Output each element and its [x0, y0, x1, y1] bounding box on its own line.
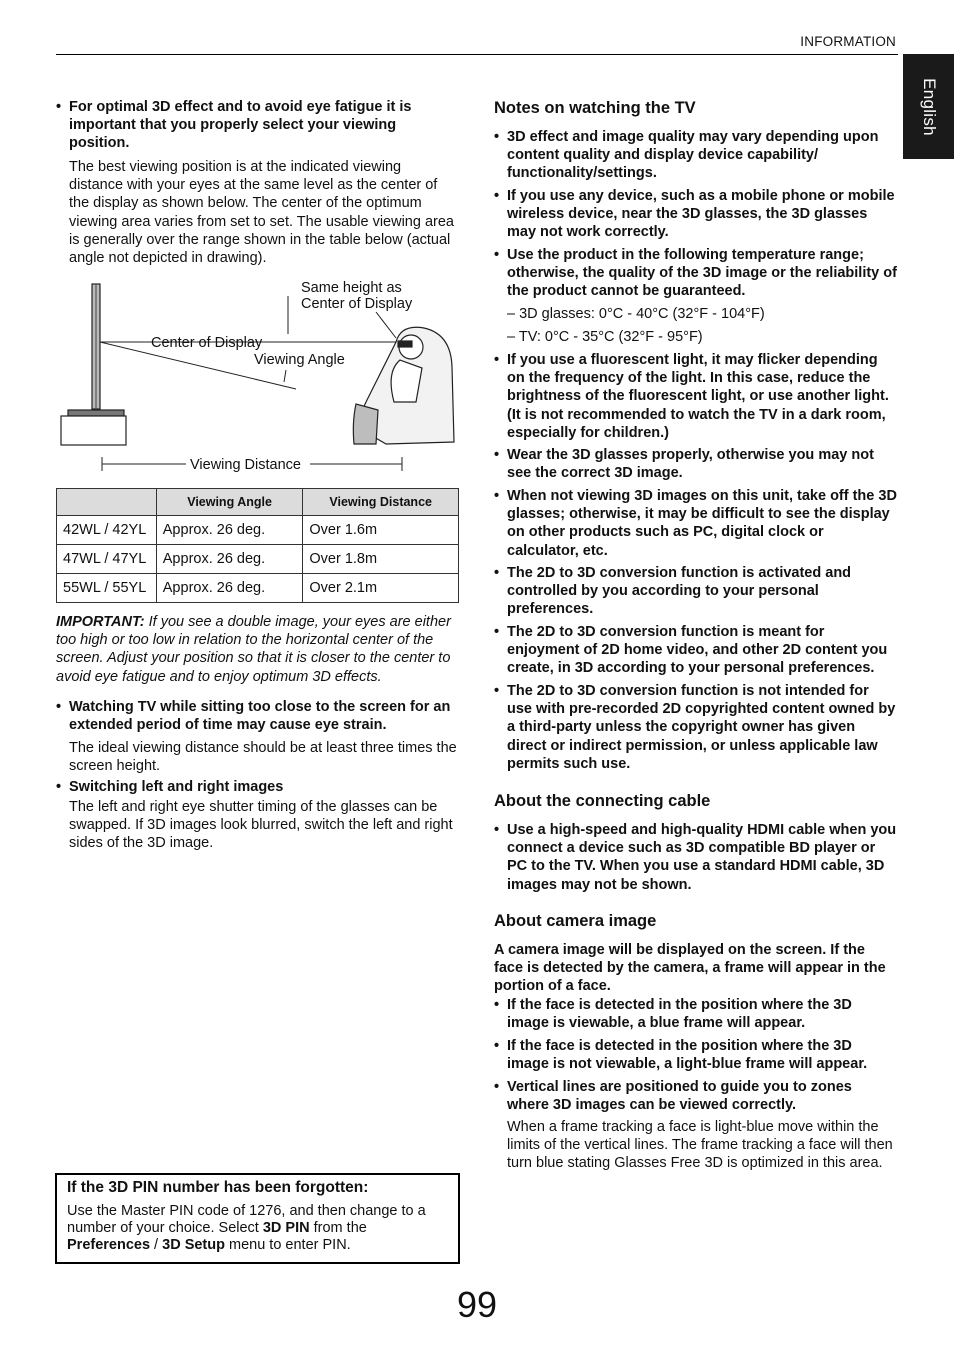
note-item: • Wear the 3D glasses properly, otherwise you may not see the correct 3D image.: [507, 446, 897, 482]
table-row: [57, 574, 459, 603]
same-height-line1: Same height as: [301, 280, 402, 296]
note-item: • When not viewing 3D images on this unit, take off the 3D glasses; otherwise, it may be difficult to see the display on other products such as PC, digital clock or calculator, etc.: [507, 487, 897, 560]
viewing-position-bullet: • For optimal 3D effect and to avoid eye fatigue it is important that you properly select your viewing position.: [69, 98, 454, 153]
tv-icon: [61, 284, 126, 445]
eye-strain-bullet: • Watching TV while sitting too close to the screen for an extended period of time may cause eye strain.: [69, 698, 459, 734]
viewing-table: [56, 488, 459, 603]
page-number: 99: [456, 1284, 498, 1325]
viewing-diagram: [56, 272, 461, 482]
pin-box: [55, 1173, 460, 1264]
table-cell: Over 1.6m: [303, 516, 459, 545]
pin-menu-preferences: Preferences: [67, 1237, 151, 1253]
viewing-distance-label: Viewing Distance: [190, 457, 301, 473]
switching-images-body: The left and right eye shutter timing of the glasses can be swapped. If 3D images look blurred, switch the left and right sides of the 3D image.: [69, 799, 453, 852]
cable-note: • Use a high-speed and high-quality HDMI cable when you connect a device such as 3D compatible BD player or PC to the TV. When you use a standard HDMI cable, 3D images may not be shown.: [507, 821, 897, 894]
note-item: • The 2D to 3D conversion function is meant for enjoyment of 2D home video, and other 2D content you create, in 3D according to your personal preferences.: [507, 623, 897, 678]
important-text: If you see a double image, your eyes are either too high or too low in relation to the horizontal center of the screen. Adjust your position so that it is closer to the center to avoid eye fatigue and to enjoy optimum 3D effects.: [56, 614, 451, 685]
viewer-in-chair-icon: [353, 327, 454, 444]
temp-tv: – TV: 0°C - 35°C (32°F - 95°F): [507, 329, 703, 345]
notes-heading: Notes on watching the TV: [494, 99, 696, 117]
table-header-row: [57, 489, 459, 516]
pin-box-text: [67, 1203, 452, 1254]
pin-menu-3d-setup: 3D Setup: [162, 1237, 225, 1253]
same-height-pointer: [376, 312, 396, 338]
table-cell: 42WL / 42YL: [57, 516, 157, 545]
table-row: [57, 516, 459, 545]
table-header-cell: Viewing Distance: [303, 489, 459, 516]
note-item: • If you use any device, such as a mobile phone or mobile wireless device, near the 3D glasses, the 3D glasses may not work correctly.: [507, 187, 897, 242]
camera-note: • If the face is detected in the position where the 3D image is not viewable, a light-blue frame will appear.: [507, 1037, 897, 1073]
same-height-line2: Center of Display: [301, 296, 413, 312]
note-item: • If you use a fluorescent light, it may flicker depending on the frequency of the light. In this case, reduce the brightness of the fluorescent light, or use another light. (It is not recommended to watch the TV in a dark room, especially for children.): [507, 351, 897, 442]
camera-body: When a frame tracking a face is light-blue move within the limits of the vertical lines. The frame tracking a face will then turn blue stating Glasses Free 3D is optimized in this area.: [507, 1119, 893, 1172]
table-cell: Over 2.1m: [303, 574, 459, 603]
important-label: IMPORTANT:: [56, 614, 145, 630]
pin-text-3: /: [150, 1237, 163, 1253]
eye-strain-body: The ideal viewing distance should be at least three times the screen height.: [69, 740, 457, 775]
note-item: • The 2D to 3D conversion function is activated and controlled by you according to your personal preferences.: [507, 564, 897, 619]
camera-note: • Vertical lines are positioned to guide you to zones where 3D images can be viewed correctly.: [507, 1078, 897, 1114]
viewing-angle-label: Viewing Angle: [254, 352, 345, 368]
pin-box-title: If the 3D PIN number has been forgotten:: [67, 1179, 369, 1196]
camera-intro: A camera image will be displayed on the screen. If the face is detected by the camera, a frame will appear in the portion of a face.: [494, 942, 886, 995]
pin-text-1: Use the Master PIN code of 1276, and then change to a number of your choice. Select: [67, 1203, 426, 1236]
camera-note: • If the face is detected in the position where the 3D image is viewable, a blue frame will appear.: [507, 996, 897, 1032]
switching-images-bullet: • Switching left and right images: [69, 778, 459, 796]
pin-text-4: menu to enter PIN.: [224, 1237, 351, 1253]
important-note: [56, 613, 459, 686]
pin-menu-3d-pin: 3D PIN: [262, 1220, 310, 1236]
section-label: INFORMATION: [800, 34, 896, 49]
center-of-display-label: Center of Display: [151, 335, 263, 351]
pin-text-2: from the: [309, 1220, 367, 1236]
table-cell: Approx. 26 deg.: [156, 545, 303, 574]
table-cell: Over 1.8m: [303, 545, 459, 574]
table-header-cell: [57, 489, 157, 516]
camera-heading: About camera image: [494, 912, 657, 930]
language-tab-label: English: [919, 77, 939, 136]
angle-arrow-bottom: [284, 370, 286, 382]
table-cell: Approx. 26 deg.: [156, 516, 303, 545]
cable-heading: About the connecting cable: [494, 792, 711, 810]
viewing-position-body: The best viewing position is at the indicated viewing distance with your eyes at the same level as the center of the display as shown below. The center of the optimum viewing area varies from set to set. The usable viewing area is generally over the range shown in the table below (actual angle not depicted in drawing).: [69, 159, 454, 267]
header-rule: [56, 54, 898, 55]
table-cell: 55WL / 55YL: [57, 574, 157, 603]
temp-glasses: – 3D glasses: 0°C - 40°C (32°F - 104°F): [507, 306, 765, 322]
table-cell: 47WL / 47YL: [57, 545, 157, 574]
language-tab: [903, 54, 954, 159]
note-item: • The 2D to 3D conversion function is not intended for use with pre-recorded 2D copyrighted content owned by a third-party unless the copyright owner has given direct or indirect permission, or unless applicable law permits such use.: [507, 682, 897, 773]
table-header-cell: Viewing Angle: [156, 489, 303, 516]
table-row: [57, 545, 459, 574]
note-item: • 3D effect and image quality may vary depending upon content quality and display device capability/ functionality/settings.: [507, 128, 897, 183]
table-cell: Approx. 26 deg.: [156, 574, 303, 603]
note-item: • Use the product in the following temperature range; otherwise, the quality of the 3D image or the reliability of the product cannot be guaranteed.: [507, 246, 897, 301]
